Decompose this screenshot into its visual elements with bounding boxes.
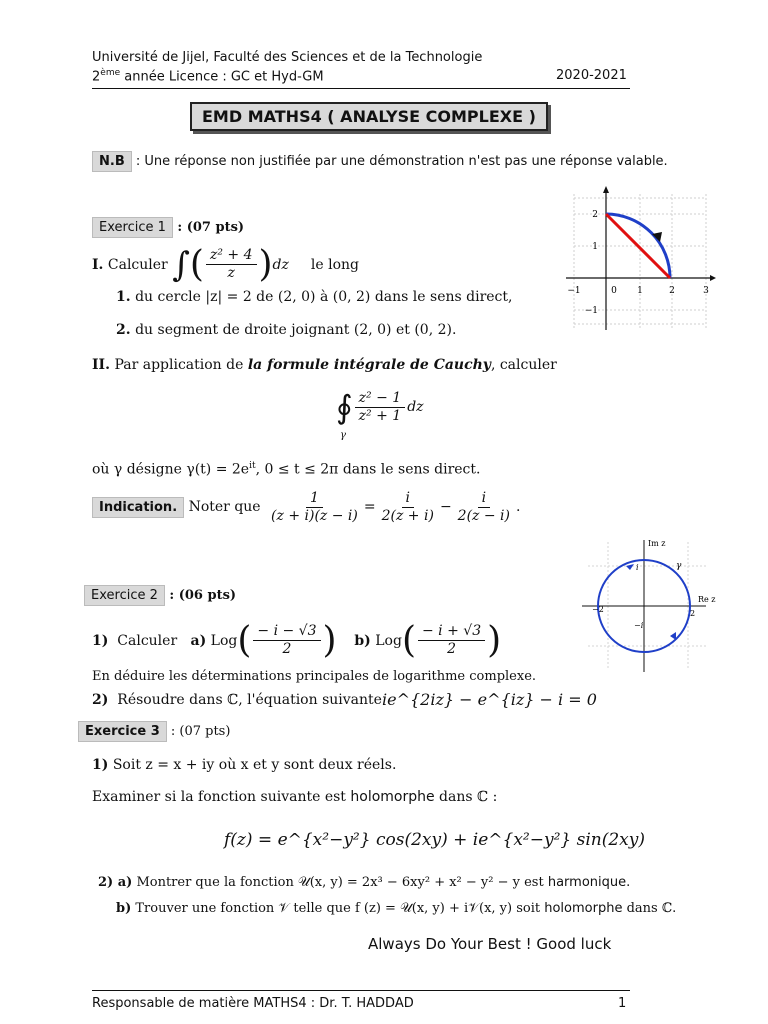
graph2-label-i: i (636, 563, 639, 572)
page-title: EMD MATHS4 ( ANALYSE COMPLEXE ) (190, 102, 548, 131)
ex1-item-1: 1. du cercle |z| = 2 de (2, 0) à (0, 2) dans le sens direct, (116, 289, 513, 305)
footer-rule (92, 990, 630, 991)
graph1-x-tick: 1 (637, 286, 643, 296)
ex2-equation: ie^{2iz} − e^{iz} − i = 0 (382, 690, 597, 709)
graph2-label-minus-2: −2 (592, 605, 604, 614)
closing-message: Always Do Your Best ! Good luck (368, 935, 612, 953)
footer-page-number: 1 (618, 996, 627, 1011)
graph1-x-tick: 0 (611, 286, 617, 296)
ex2-deduce: En déduire les déterminations principales de logarithme complexe. (92, 669, 537, 684)
header-institution: Université de Jijel, Faculté des Sciences et de la Technologie (92, 50, 483, 65)
ex2-label: Exercice 2 (84, 585, 165, 606)
indication-label: Indication. (92, 497, 184, 518)
ex1-fraction: $\frac{\text{z² + 4}}{z}$ (206, 247, 257, 282)
graph-quarter-circle (560, 184, 720, 334)
nb-label: N.B (92, 151, 132, 172)
ex2-header (84, 588, 236, 603)
integral-sign: ∫ (172, 244, 190, 285)
graph1-y-arrow (603, 186, 609, 193)
ex1-part-I: I. Calculer ∫ ( $\frac{\text{z² + 4}}{z}$ ) dz le long (92, 244, 359, 285)
ex3-q2a: 2) a) Montrer que la fonction 𝒰(x, y) = 2x³ − 6xy² + x² − y² − y est harmonique. (98, 875, 631, 890)
graph-circle-gamma (578, 536, 718, 676)
ex1-where: où γ désigne $\gamma(t) = 2e^{it}$, 0 ≤ t ≤ 2π dans le sens direct. (92, 461, 481, 478)
ex1-points: : (07 pts) (172, 220, 245, 235)
ex1-part-II: II. Par application de la formule intégrale de Cauchy, calculer (92, 357, 557, 373)
graph1-y-tick: 2 (592, 210, 598, 220)
ex3-examine: Examiner si la fonction suivante est holomorphe dans ℂ : (92, 789, 498, 805)
ex2-points: : (06 pts) (164, 588, 237, 603)
ex1-label: Exercice 1 (92, 217, 173, 238)
header-year: 2020-2021 (556, 68, 627, 83)
ex1-indication: Indication. Noter que $\frac{1}{(z + i)(z - i)}$ = $\frac{i}{2(z + i)}$ − $\frac{i}{2(z - i)}$ . (92, 490, 520, 525)
header-rule (92, 88, 630, 89)
graph1-x-tick: 3 (703, 286, 709, 296)
ex3-function: f(z) = e^{x²−y²} cos(2xy) + ie^{x²−y²} sin(2xy) (224, 830, 645, 850)
graph2-label-gamma: γ (676, 561, 682, 571)
graph2-re-label: Re z (698, 595, 716, 604)
header-level: 2ème année Licence : GC et Hyd-GM (92, 68, 324, 85)
graph1-y-tick: −1 (584, 306, 598, 316)
graph2-label-2: 2 (690, 609, 696, 618)
nb-note (92, 154, 668, 169)
graph2-arrow (670, 632, 676, 640)
ex3-q1: 1) Soit z = x + iy où x et y sont deux réels. (92, 757, 397, 773)
graph1-x-tick: 2 (669, 286, 675, 296)
graph1-x-tick: −1 (567, 286, 581, 296)
ex2-q1: 1) Calculer a) Log ( $\frac{- i - √3}{2}$ ) b) Log ( $\frac{- i + √3}{2}$ ) (92, 620, 502, 661)
ex2-q2: 2) Résoudre dans ℂ, l'équation suivante (92, 692, 382, 708)
graph2-label-minus-i: −i (634, 621, 644, 630)
nb-text: : Une réponse non justifiée par une démonstration n'est pas une réponse valable. (131, 154, 668, 169)
ex3-q2b: b) Trouver une fonction 𝒱 telle que f (z) = 𝒰(x, y) + i𝒱(x, y) soit holomorphe dans ℂ. (116, 901, 677, 916)
ex1-contour-integral: ∮ $\frac{\text{z² − 1}}{\text{z² + 1}}$ dz (336, 388, 424, 426)
footer-author: Responsable de matière MATHS4 : Dr. T. HADDAD (92, 996, 414, 1011)
ex1-gamma-subscript: γ (340, 430, 346, 441)
ex3-header (78, 724, 230, 739)
graph2-arrow (626, 564, 634, 570)
ex3-label: Exercice 3 (78, 721, 167, 742)
ex1-header (92, 220, 244, 235)
graph2-im-label: Im z (648, 539, 666, 548)
ex1-item-2: 2. du segment de droite joignant (2, 0) et (0, 2). (116, 322, 457, 338)
ex3-points: : (07 pts) (166, 724, 231, 739)
graph1-y-tick: 1 (592, 242, 598, 252)
graph1-x-arrow (710, 275, 716, 281)
